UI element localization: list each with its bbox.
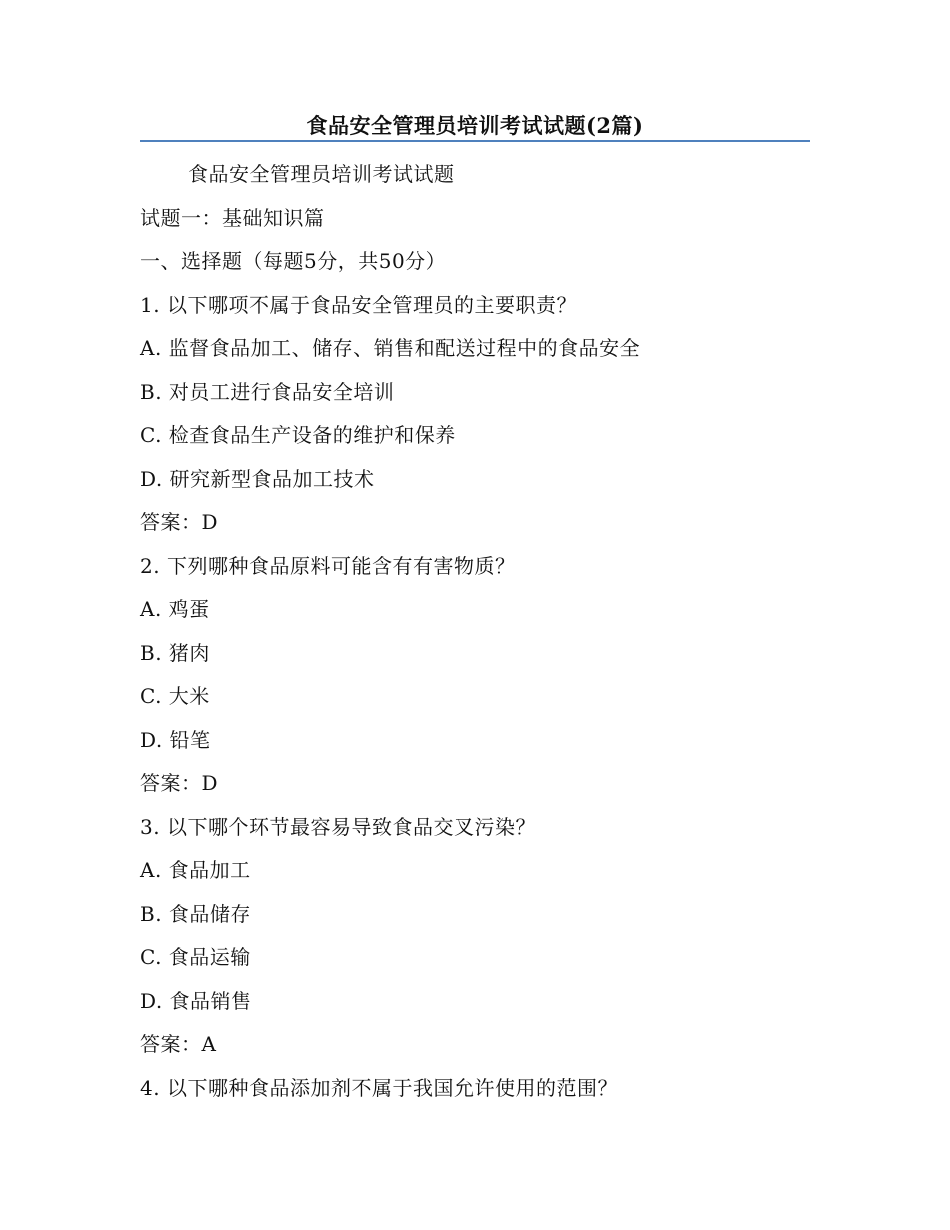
question-2: 2. 下列哪种食品原料可能含有有害物质？: [140, 554, 516, 578]
question-1-answer: 答案：D: [140, 510, 219, 534]
section-heading: 试题一：基础知识篇: [140, 206, 325, 230]
question-2-option-c: C. 大米: [140, 684, 210, 708]
question-1-option-a: A. 监督食品加工、储存、销售和配送过程中的食品安全: [140, 336, 641, 360]
question-2-option-d: D. 铅笔: [140, 728, 211, 752]
question-3: 3. 以下哪个环节最容易导致食品交叉污染？: [140, 815, 536, 839]
question-3-option-b: B. 食品储存: [140, 902, 251, 926]
question-3-answer: 答案：A: [140, 1032, 217, 1056]
document-title: 食品安全管理员培训考试试题(2篇): [306, 113, 644, 138]
question-3-option-a: A. 食品加工: [140, 858, 251, 882]
question-1-option-d: D. 研究新型食品加工技术: [140, 467, 375, 491]
question-2-option-a: A. 鸡蛋: [140, 597, 210, 621]
question-1: 1. 以下哪项不属于食品安全管理员的主要职责？: [140, 293, 577, 317]
question-type-heading: 一、选择题（每题5分，共50分）: [140, 249, 447, 273]
question-2-option-b: B. 猪肉: [140, 641, 210, 665]
subtitle: 食品安全管理员培训考试试题: [188, 162, 455, 186]
question-1-option-c: C. 检查食品生产设备的维护和保养: [140, 423, 456, 447]
question-3-option-c: C. 食品运输: [140, 945, 251, 969]
question-4: 4. 以下哪种食品添加剂不属于我国允许使用的范围？: [140, 1076, 618, 1100]
title-underline: [140, 140, 810, 142]
question-1-option-b: B. 对员工进行食品安全培训: [140, 380, 395, 404]
question-2-answer: 答案：D: [140, 771, 219, 795]
question-3-option-d: D. 食品销售: [140, 989, 252, 1013]
